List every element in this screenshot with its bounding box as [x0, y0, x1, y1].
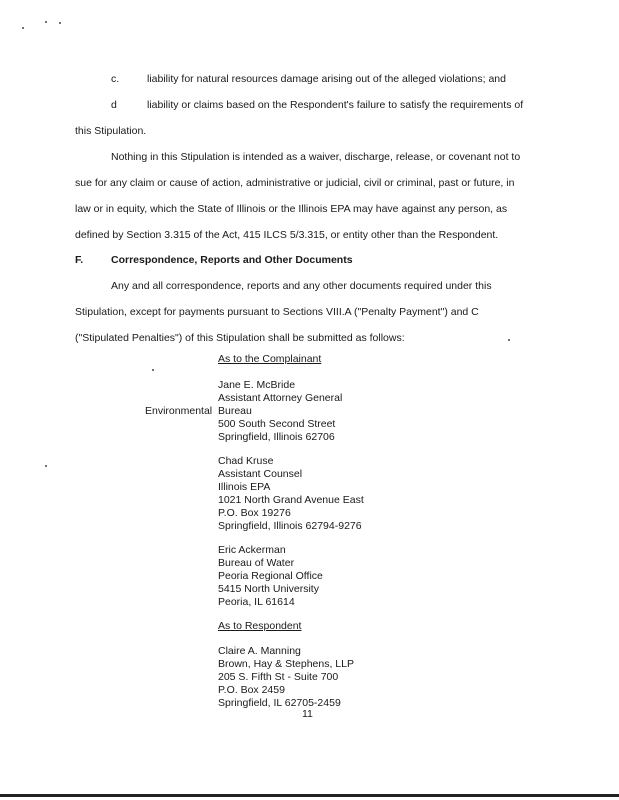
scan-speck	[45, 465, 47, 467]
address-line: Assistant Counsel	[218, 468, 303, 480]
address-line: Springfield, IL 62705-2459	[218, 697, 341, 709]
address-line: 205 S. Fifth St - Suite 700	[218, 671, 339, 683]
scan-speck	[45, 21, 47, 23]
address-line: Chad Kruse	[218, 455, 274, 467]
address-line: Peoria Regional Office	[218, 570, 323, 582]
item-d-text: liability or claims based on the Respondent's failure to satisfy the requirements of	[147, 99, 524, 111]
address-line: Environmental	[145, 405, 213, 417]
address-line: 1021 North Grand Avenue East	[218, 494, 364, 506]
address-line: Bureau of Water	[218, 557, 295, 569]
address-line: Claire A. Manning	[218, 645, 301, 657]
scan-speck	[152, 369, 154, 371]
scan-speck	[59, 22, 61, 24]
address-line: Eric Ackerman	[218, 544, 286, 556]
address-line: P.O. Box 19276	[218, 507, 291, 519]
scan-speck	[22, 27, 24, 29]
item-c-text: liability for natural resources damage arising out of the alleged violations; and	[147, 73, 506, 85]
item-d-continuation: this Stipulation.	[75, 125, 147, 137]
address-line: Assistant Attorney General	[218, 392, 343, 404]
paragraph-line: Nothing in this Stipulation is intended as a waiver, discharge, release, or covenant not to	[111, 151, 521, 163]
item-d-marker: d	[111, 99, 117, 111]
section-label: F.	[75, 254, 84, 266]
address-line: Springfield, Illinois 62706	[218, 431, 335, 443]
paragraph-line: Stipulation, except for payments pursuant to Sections VIII.A ("Penalty Payment") and C	[75, 306, 479, 318]
paragraph-line: law or in equity, which the State of Illinois or the Illinois EPA may have against any person, as	[75, 203, 508, 215]
paragraph-line: Any and all correspondence, reports and any other documents required under this	[111, 280, 492, 292]
bottom-edge-rule	[0, 794, 619, 797]
address-line: Brown, Hay & Stephens, LLP	[218, 658, 354, 670]
paragraph-line: ("Stipulated Penalties") of this Stipulation shall be submitted as follows:	[75, 332, 405, 344]
paragraph-line: sue for any claim or cause of action, administrative or judicial, civil or criminal, past or future, in	[75, 177, 515, 189]
scan-speck	[508, 339, 510, 341]
page-number: 11	[302, 708, 313, 720]
section-title: Correspondence, Reports and Other Documents	[111, 254, 353, 266]
address-line: 500 South Second Street	[218, 418, 336, 430]
address-line: Illinois EPA	[218, 481, 271, 493]
paragraph-line: defined by Section 3.315 of the Act, 415 ILCS 5/3.315, or entity other than the Respondent.	[75, 229, 499, 241]
address-line: Jane E. McBride	[218, 379, 296, 391]
address-line: Bureau	[218, 405, 252, 417]
address-line: 5415 North University	[218, 583, 319, 595]
address-line: Peoria, IL 61614	[218, 596, 295, 608]
item-c-marker: c.	[111, 73, 120, 85]
address-line: Springfield, Illinois 62794-9276	[218, 520, 362, 532]
complainant-heading: As to the Complainant	[218, 353, 322, 365]
respondent-heading: As to Respondent	[218, 620, 302, 632]
address-line: P.O. Box 2459	[218, 684, 285, 696]
